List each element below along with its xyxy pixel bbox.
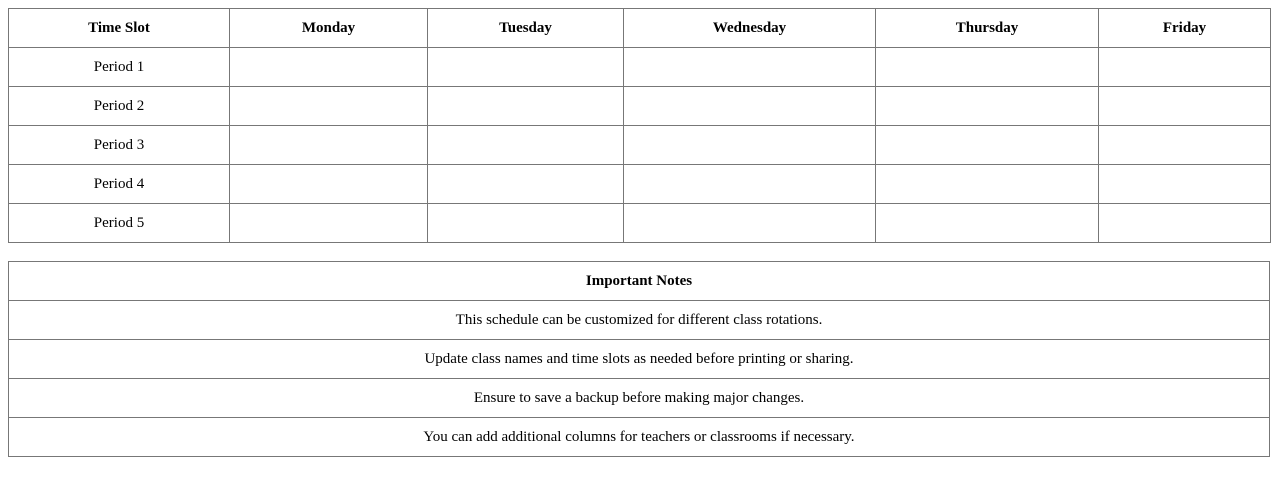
schedule-cell <box>624 165 876 204</box>
notes-header-row <box>9 262 1270 301</box>
table-row <box>9 301 1270 340</box>
header-friday: Friday <box>1099 9 1271 48</box>
table-row <box>9 379 1270 418</box>
table-row <box>9 204 1271 243</box>
notes-table <box>8 261 1270 457</box>
schedule-cell <box>1099 204 1271 243</box>
schedule-cell <box>1099 48 1271 87</box>
header-tuesday: Tuesday <box>428 9 624 48</box>
schedule-cell <box>230 204 428 243</box>
schedule-cell <box>428 126 624 165</box>
note-item: Ensure to save a backup before making major changes. <box>9 379 1270 418</box>
period-label: Period 2 <box>9 87 230 126</box>
period-label: Period 4 <box>9 165 230 204</box>
period-label: Period 5 <box>9 204 230 243</box>
table-row <box>9 126 1271 165</box>
schedule-cell <box>428 165 624 204</box>
schedule-cell <box>1099 87 1271 126</box>
note-item: You can add additional columns for teachers or classrooms if necessary. <box>9 418 1270 457</box>
period-label: Period 1 <box>9 48 230 87</box>
note-item: This schedule can be customized for different class rotations. <box>9 301 1270 340</box>
schedule-cell <box>624 87 876 126</box>
header-thursday: Thursday <box>876 9 1099 48</box>
header-wednesday: Wednesday <box>624 9 876 48</box>
schedule-table <box>8 8 1271 243</box>
schedule-cell <box>230 87 428 126</box>
schedule-cell <box>428 48 624 87</box>
schedule-cell <box>230 48 428 87</box>
schedule-cell <box>428 87 624 126</box>
table-row <box>9 87 1271 126</box>
period-label: Period 3 <box>9 126 230 165</box>
note-item: Update class names and time slots as needed before printing or sharing. <box>9 340 1270 379</box>
schedule-cell <box>876 204 1099 243</box>
schedule-cell <box>1099 165 1271 204</box>
header-monday: Monday <box>230 9 428 48</box>
table-row <box>9 418 1270 457</box>
table-row <box>9 340 1270 379</box>
header-time-slot: Time Slot <box>9 9 230 48</box>
schedule-cell <box>876 87 1099 126</box>
schedule-cell <box>876 126 1099 165</box>
schedule-cell <box>624 48 876 87</box>
schedule-cell <box>1099 126 1271 165</box>
schedule-cell <box>428 204 624 243</box>
schedule-cell <box>230 126 428 165</box>
table-row <box>9 48 1271 87</box>
schedule-cell <box>624 126 876 165</box>
schedule-cell <box>876 165 1099 204</box>
schedule-header-row <box>9 9 1271 48</box>
schedule-cell <box>230 165 428 204</box>
schedule-cell <box>624 204 876 243</box>
schedule-cell <box>876 48 1099 87</box>
notes-title: Important Notes <box>9 262 1270 301</box>
table-row <box>9 165 1271 204</box>
